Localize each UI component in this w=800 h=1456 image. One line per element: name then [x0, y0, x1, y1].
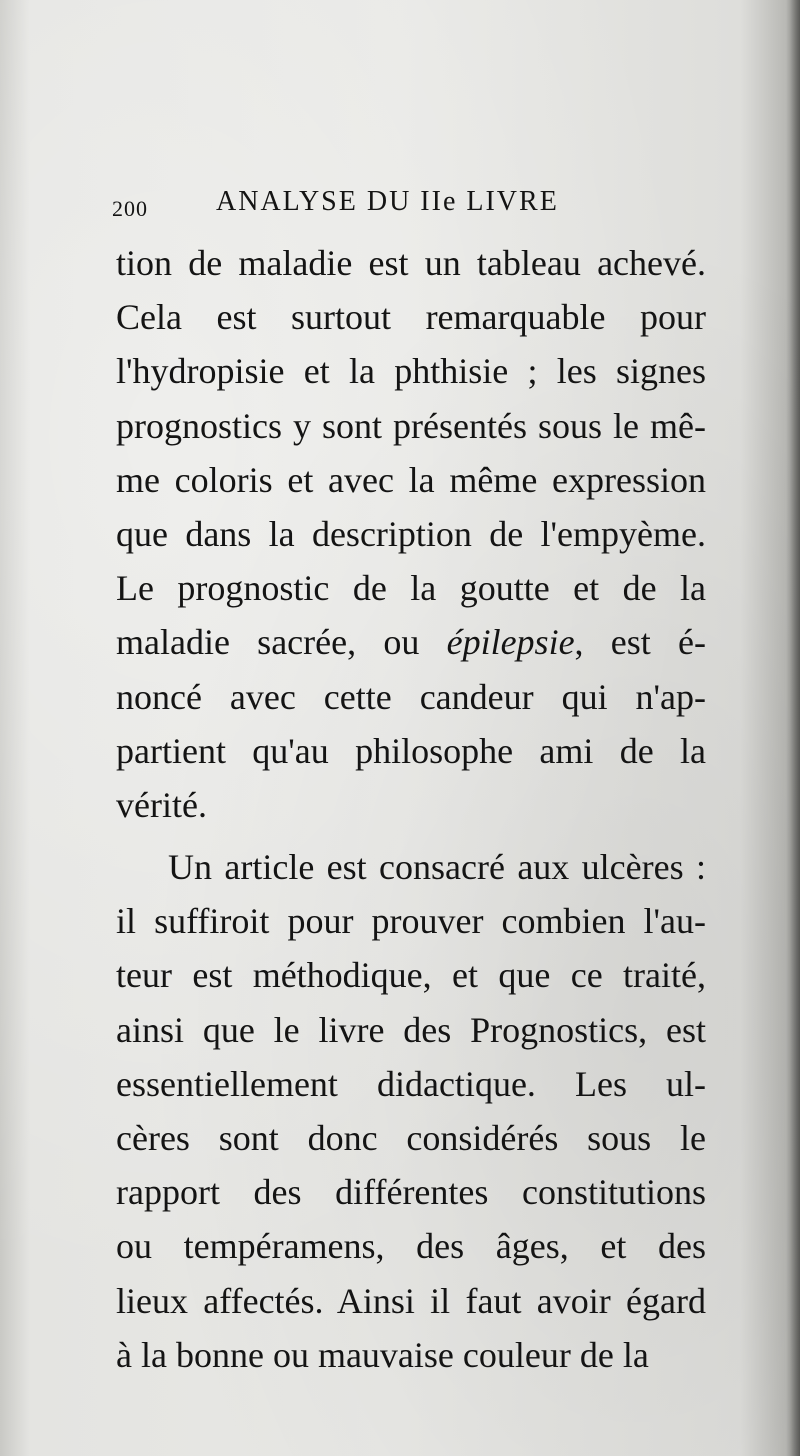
text-line: [116, 615, 706, 669]
text-line: vérité.: [116, 784, 207, 825]
text-line: cères sont donc considérés sous le: [116, 1118, 706, 1158]
text-line: à la bonne ou mauvaise couleur de la: [116, 1334, 649, 1375]
running-head: ANALYSE DU IIe LIVRE: [216, 186, 559, 217]
text-line: noncé avec cette candeur qui n'ap-: [116, 676, 706, 717]
body-text: [116, 236, 706, 1382]
page-edge-shadow: [786, 0, 800, 1456]
text-line: teur est méthodique, et que ce traité,: [116, 955, 706, 996]
text-line: ou tempéramens, des âges, et des: [116, 1226, 706, 1267]
text-line: il suffiroit pour prouver combien l'au-: [116, 901, 706, 942]
text-line: ainsi que le livre des Prognostics, est: [116, 1009, 706, 1050]
page-header: [112, 186, 712, 226]
text-line: l'hydropisie et la phthisie ; les signes: [116, 351, 706, 392]
paragraph-1: [116, 236, 706, 832]
text-line: me coloris et avec la même expression: [116, 459, 706, 500]
text-line: Un article est consacré aux ulcères :: [168, 847, 706, 888]
text-line: partient qu'au philosophe ami de la: [116, 730, 706, 771]
text-line: Cela est surtout remarquable pour: [116, 297, 706, 338]
paragraph-gap: [116, 832, 706, 840]
text-line: rapport des différentes constitutions: [116, 1172, 706, 1213]
paragraph-2: [116, 840, 706, 1382]
text-line: lieux affectés. Ainsi il faut avoir égard: [116, 1280, 706, 1321]
text-line: essentiellement didactique. Les ul-: [116, 1063, 706, 1104]
text-line: tion de maladie est un tableau achevé.: [116, 243, 706, 283]
text-line: que dans la description de l'empyème.: [116, 513, 706, 554]
text-line: Le prognostic de la goutte et de la: [116, 568, 706, 609]
italic-term: épilepsie: [446, 622, 575, 663]
text-segment: maladie sacrée, ou: [116, 622, 420, 663]
text-line: prognostics y sont présentés sous le mê-: [116, 405, 706, 446]
page-number: 200: [112, 196, 148, 221]
text-segment: , est é-: [574, 622, 706, 663]
